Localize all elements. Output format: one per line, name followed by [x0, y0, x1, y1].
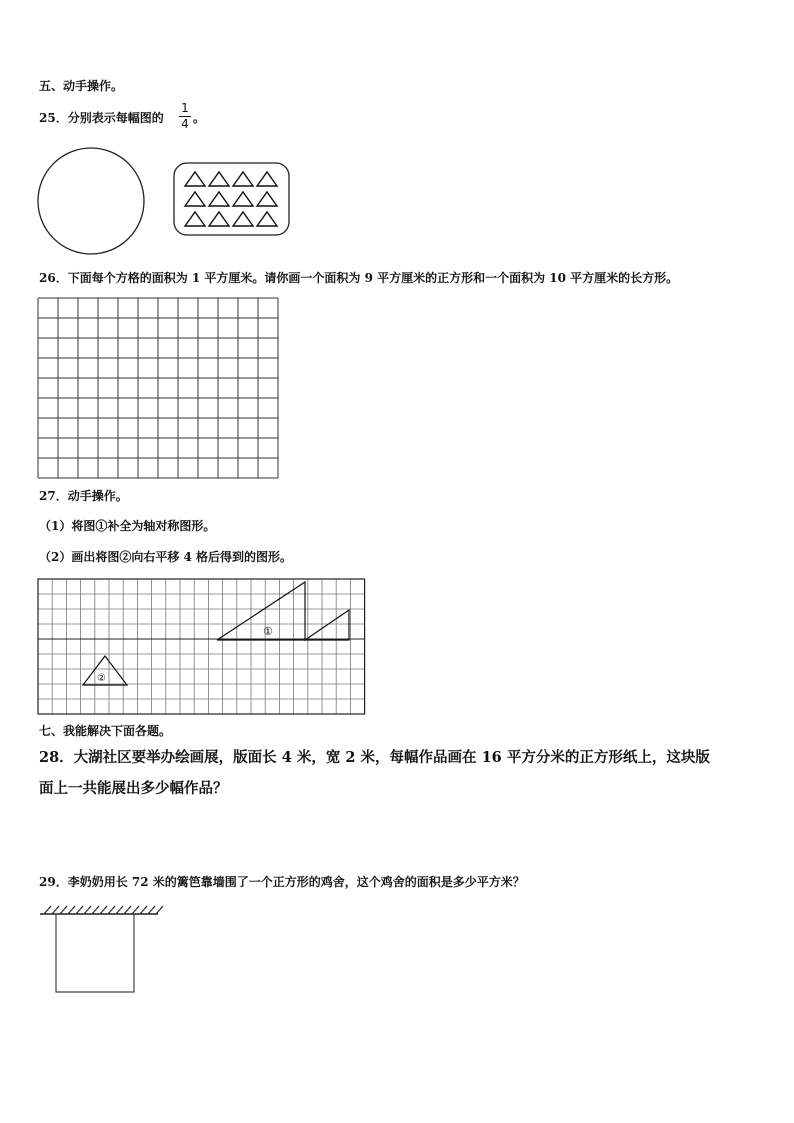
triangle-shape: [185, 192, 205, 206]
question-25-text: 25．分别表示每幅图的: [39, 111, 164, 125]
question-28-line2: 面上一共能展出多少幅作品？: [39, 780, 228, 797]
figure-2-label: ②: [97, 673, 106, 684]
square-coop: [56, 914, 134, 992]
section-heading-7: 七、我能解决下面各题。: [39, 724, 172, 738]
question-27-part1: （1）将图①补全为轴对称图形。: [39, 519, 216, 533]
triangle-shape: [233, 172, 253, 186]
grid-frame: [38, 579, 365, 714]
hatch-line: [108, 906, 115, 914]
hatch-line: [148, 906, 155, 914]
hatch-line: [44, 906, 51, 914]
hatch-line: [132, 906, 139, 914]
circle-figure: [36, 146, 146, 256]
hatch-line: [52, 906, 59, 914]
triangle-shape: [233, 212, 253, 226]
hatch-line: [156, 906, 163, 914]
hatch-line: [100, 906, 107, 914]
hatch-line: [84, 906, 91, 914]
section-heading-5: 五、动手操作。: [39, 79, 124, 93]
hatch-line: [116, 906, 123, 914]
triangle-shape: [257, 212, 277, 226]
square-grid-26: [37, 297, 282, 479]
question-27-title: 27．动手操作。: [39, 489, 128, 503]
hatch-line: [68, 906, 75, 914]
hatch-line: [140, 906, 147, 914]
triangles-group: [185, 172, 277, 226]
fraction-one-quarter: [179, 102, 191, 131]
question-29-text: 29．李奶奶用长 72 米的篱笆靠墙围了一个正方形的鸡舍，这个鸡舍的面积是多少平方米？: [39, 875, 525, 889]
chicken-coop-figure: [38, 904, 160, 994]
hatch-line: [124, 906, 131, 914]
figure-1-label: ①: [263, 625, 273, 638]
triangle-shape: [209, 212, 229, 226]
fraction-numerator: 1: [181, 101, 189, 115]
wall-hatching: [44, 906, 163, 914]
triangle-box-figure: [173, 162, 291, 238]
question-28-line1: 28．大湖社区要举办绘画展，版面长 4 米，宽 2 米，每幅作品画在 16 平方分米的正方形纸上，这块版: [39, 749, 710, 766]
question-27-part2: （2）画出将图②向右平移 4 格后得到的图形。: [39, 550, 293, 564]
triangle-shape: [185, 212, 205, 226]
hatch-line: [76, 906, 83, 914]
hatch-line: [92, 906, 99, 914]
question-26-text: 26．下面每个方格的面积为 1 平方厘米。请你画一个面积为 9 平方厘米的正方形和一个面积为 10 平方厘米的长方形。: [39, 271, 679, 285]
triangle-shape: [257, 172, 277, 186]
question-25-suffix: 。: [193, 111, 206, 125]
triangle-shape: [185, 172, 205, 186]
triangle-shape: [209, 172, 229, 186]
shape-grid-27: [37, 578, 367, 716]
hatch-line: [60, 906, 67, 914]
fraction-denominator: 4: [179, 116, 191, 131]
triangle-shape: [233, 192, 253, 206]
triangle-shape: [209, 192, 229, 206]
triangle-shape: [257, 192, 277, 206]
